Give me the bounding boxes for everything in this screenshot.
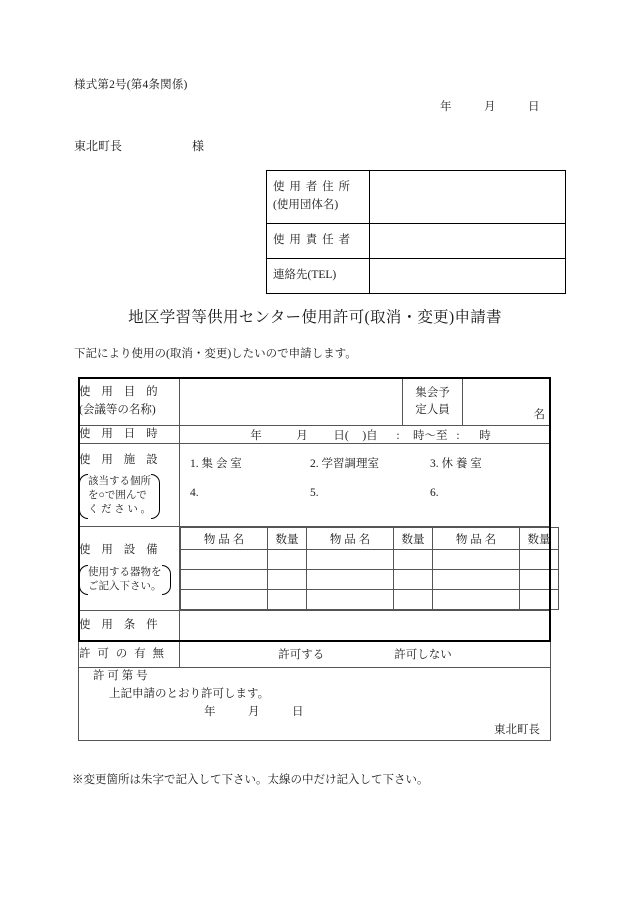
- equipment-cell[interactable]: [307, 550, 394, 570]
- equipment-cell[interactable]: [520, 590, 559, 610]
- permission-label: [79, 641, 180, 668]
- facility-options: [180, 444, 551, 527]
- datetime-hour-end: 時: [479, 429, 491, 442]
- approval-block: [79, 668, 551, 740]
- purpose-label-line2: (会議等の名称): [79, 403, 156, 416]
- equipment-col-qty-3: 数量: [520, 528, 559, 550]
- datetime-colon-end: :: [456, 429, 460, 442]
- facility-label-text: 使 用 施 設: [79, 453, 162, 466]
- equipment-grid-cell: [180, 527, 551, 611]
- applicant-tel-label-line1: 連絡先(TEL): [273, 269, 337, 282]
- facility-note-line2: を○で囲んで: [88, 490, 147, 502]
- facility-option-6[interactable]: 6.: [430, 487, 439, 500]
- attendees-label: [403, 378, 463, 426]
- equipment-cell[interactable]: [181, 590, 268, 610]
- table-row: [267, 224, 566, 259]
- applicant-address-value[interactable]: [370, 171, 566, 224]
- header-date-line: [440, 98, 540, 114]
- permission-label-text: 許 可 の 有 無: [79, 647, 166, 660]
- equipment-note-line2: ご記入下さい。: [88, 580, 162, 592]
- facility-label: [79, 444, 180, 527]
- facility-options-row1: [180, 455, 550, 471]
- conditions-label-text: 使 用 条 件: [79, 619, 162, 632]
- equipment-cell[interactable]: [433, 550, 520, 570]
- permission-option-no[interactable]: 許可しない: [394, 649, 452, 662]
- header-date-year: 年: [440, 101, 452, 113]
- table-row-approval: [79, 668, 551, 740]
- permission-options: [180, 641, 551, 668]
- datetime-label-text: 使 用 日 時: [79, 428, 162, 440]
- equipment-cell[interactable]: [520, 550, 559, 570]
- header-date-day: 日: [528, 101, 540, 113]
- approval-month: 月: [248, 705, 260, 718]
- purpose-value[interactable]: [180, 378, 403, 426]
- addressee-honorific: 様: [192, 139, 205, 153]
- equipment-col-qty-2: 数量: [394, 528, 433, 550]
- equipment-cell[interactable]: [520, 570, 559, 590]
- conditions-label: [79, 611, 180, 641]
- applicant-tel-value[interactable]: [370, 259, 566, 294]
- equipment-label-text: 使 用 設 備: [79, 544, 162, 557]
- equipment-cell[interactable]: [181, 550, 268, 570]
- equipment-cell[interactable]: [307, 590, 394, 610]
- datetime-range: 時〜至: [413, 429, 448, 442]
- applicant-responsible-label: [267, 224, 370, 259]
- main-form-table: [78, 377, 551, 741]
- facility-note: [79, 474, 160, 519]
- page-title: 地区学習等供用センター使用許可(取消・変更)申請書: [128, 309, 502, 326]
- applicant-address-label-line1: 使 用 者 住 所: [273, 181, 351, 194]
- equipment-cell[interactable]: [307, 570, 394, 590]
- applicant-address-label-line2: (使用団体名): [273, 199, 339, 211]
- approval-signer: 東北町長: [494, 723, 540, 736]
- equipment-col-qty-1: 数量: [268, 528, 307, 550]
- equipment-col-name-2: 物 品 名: [307, 528, 394, 550]
- datetime-value[interactable]: [180, 426, 551, 444]
- approval-number-line[interactable]: 許 可 第 号: [93, 670, 148, 683]
- table-row: [267, 171, 566, 224]
- table-row-permission: [79, 641, 551, 668]
- table-row: [181, 550, 559, 570]
- equipment-cell[interactable]: [268, 550, 307, 570]
- table-row-equipment: [79, 527, 551, 611]
- equipment-cell[interactable]: [433, 590, 520, 610]
- permission-option-yes[interactable]: 許可する: [278, 649, 325, 662]
- facility-note-line1: 該当する個所: [88, 476, 151, 488]
- applicant-address-label: [267, 171, 370, 224]
- facility-option-2[interactable]: 2. 学習調理室: [310, 458, 379, 471]
- purpose-label: [79, 378, 180, 426]
- attendees-value-cell[interactable]: [463, 378, 551, 426]
- addressee-name: 東北町長: [74, 139, 123, 153]
- equipment-col-name-1: 物 品 名: [181, 528, 268, 550]
- datetime-day-close: )自: [362, 429, 378, 442]
- datetime-day-open: 日(: [333, 429, 349, 442]
- table-row-purpose: [79, 378, 551, 426]
- table-row-datetime: [79, 426, 551, 444]
- applicant-responsible-label-line1: 使 用 責 任 者: [273, 234, 351, 247]
- intro-statement: 下記により使用の(取消・変更)したいので申請します。: [74, 348, 357, 360]
- applicant-tel-label: [267, 259, 370, 294]
- form-number: 様式第2号(第4条関係): [74, 79, 188, 91]
- header-date-month: 月: [484, 101, 496, 113]
- equipment-label: [79, 527, 180, 611]
- equipment-cell[interactable]: [394, 590, 433, 610]
- facility-options-row2: [180, 487, 550, 499]
- equipment-cell[interactable]: [181, 570, 268, 590]
- equipment-cell[interactable]: [394, 550, 433, 570]
- facility-option-5[interactable]: 5.: [310, 487, 319, 500]
- datetime-month: 月: [296, 429, 308, 442]
- table-row: [267, 259, 566, 294]
- attendees-label-line2: 定人員: [415, 403, 450, 416]
- table-row-conditions: [79, 611, 551, 641]
- applicant-responsible-value[interactable]: [370, 224, 566, 259]
- datetime-year: 年: [250, 429, 262, 442]
- footnote: ※変更箇所は朱字で記入して下さい。太線の中だけ記入して下さい。: [72, 774, 429, 786]
- datetime-colon-start: :: [396, 429, 400, 442]
- equipment-cell[interactable]: [268, 590, 307, 610]
- applicant-info-table: [266, 170, 566, 294]
- approval-day: 日: [292, 705, 304, 718]
- conditions-value[interactable]: [180, 611, 551, 641]
- approval-year: 年: [204, 705, 216, 718]
- equipment-col-name-3: 物 品 名: [433, 528, 520, 550]
- equipment-cell[interactable]: [394, 570, 433, 590]
- facility-option-4[interactable]: 4.: [190, 487, 199, 500]
- facility-option-3[interactable]: 3. 休 養 室: [430, 458, 482, 471]
- approval-date-line[interactable]: [79, 704, 550, 722]
- equipment-cell[interactable]: [268, 570, 307, 590]
- approval-statement: 上記申請のとおり許可します。: [109, 688, 270, 701]
- addressee-line: [74, 137, 204, 154]
- facility-option-1[interactable]: 1. 集 会 室: [190, 458, 242, 471]
- table-row-facility: [79, 444, 551, 527]
- attendees-unit: 名: [533, 409, 545, 421]
- datetime-label: [79, 426, 180, 444]
- table-row: [181, 570, 559, 590]
- equipment-table: [180, 527, 559, 610]
- purpose-label-line1: 使 用 目 的: [79, 386, 162, 399]
- equipment-note-line1: 使用する器物を: [88, 566, 162, 578]
- facility-note-line3: く だ さ い 。: [88, 504, 151, 516]
- equipment-header-row: [181, 528, 559, 550]
- equipment-note: [79, 565, 171, 595]
- equipment-cell[interactable]: [433, 570, 520, 590]
- attendees-label-line1: 集会予: [415, 386, 450, 399]
- table-row: [181, 590, 559, 610]
